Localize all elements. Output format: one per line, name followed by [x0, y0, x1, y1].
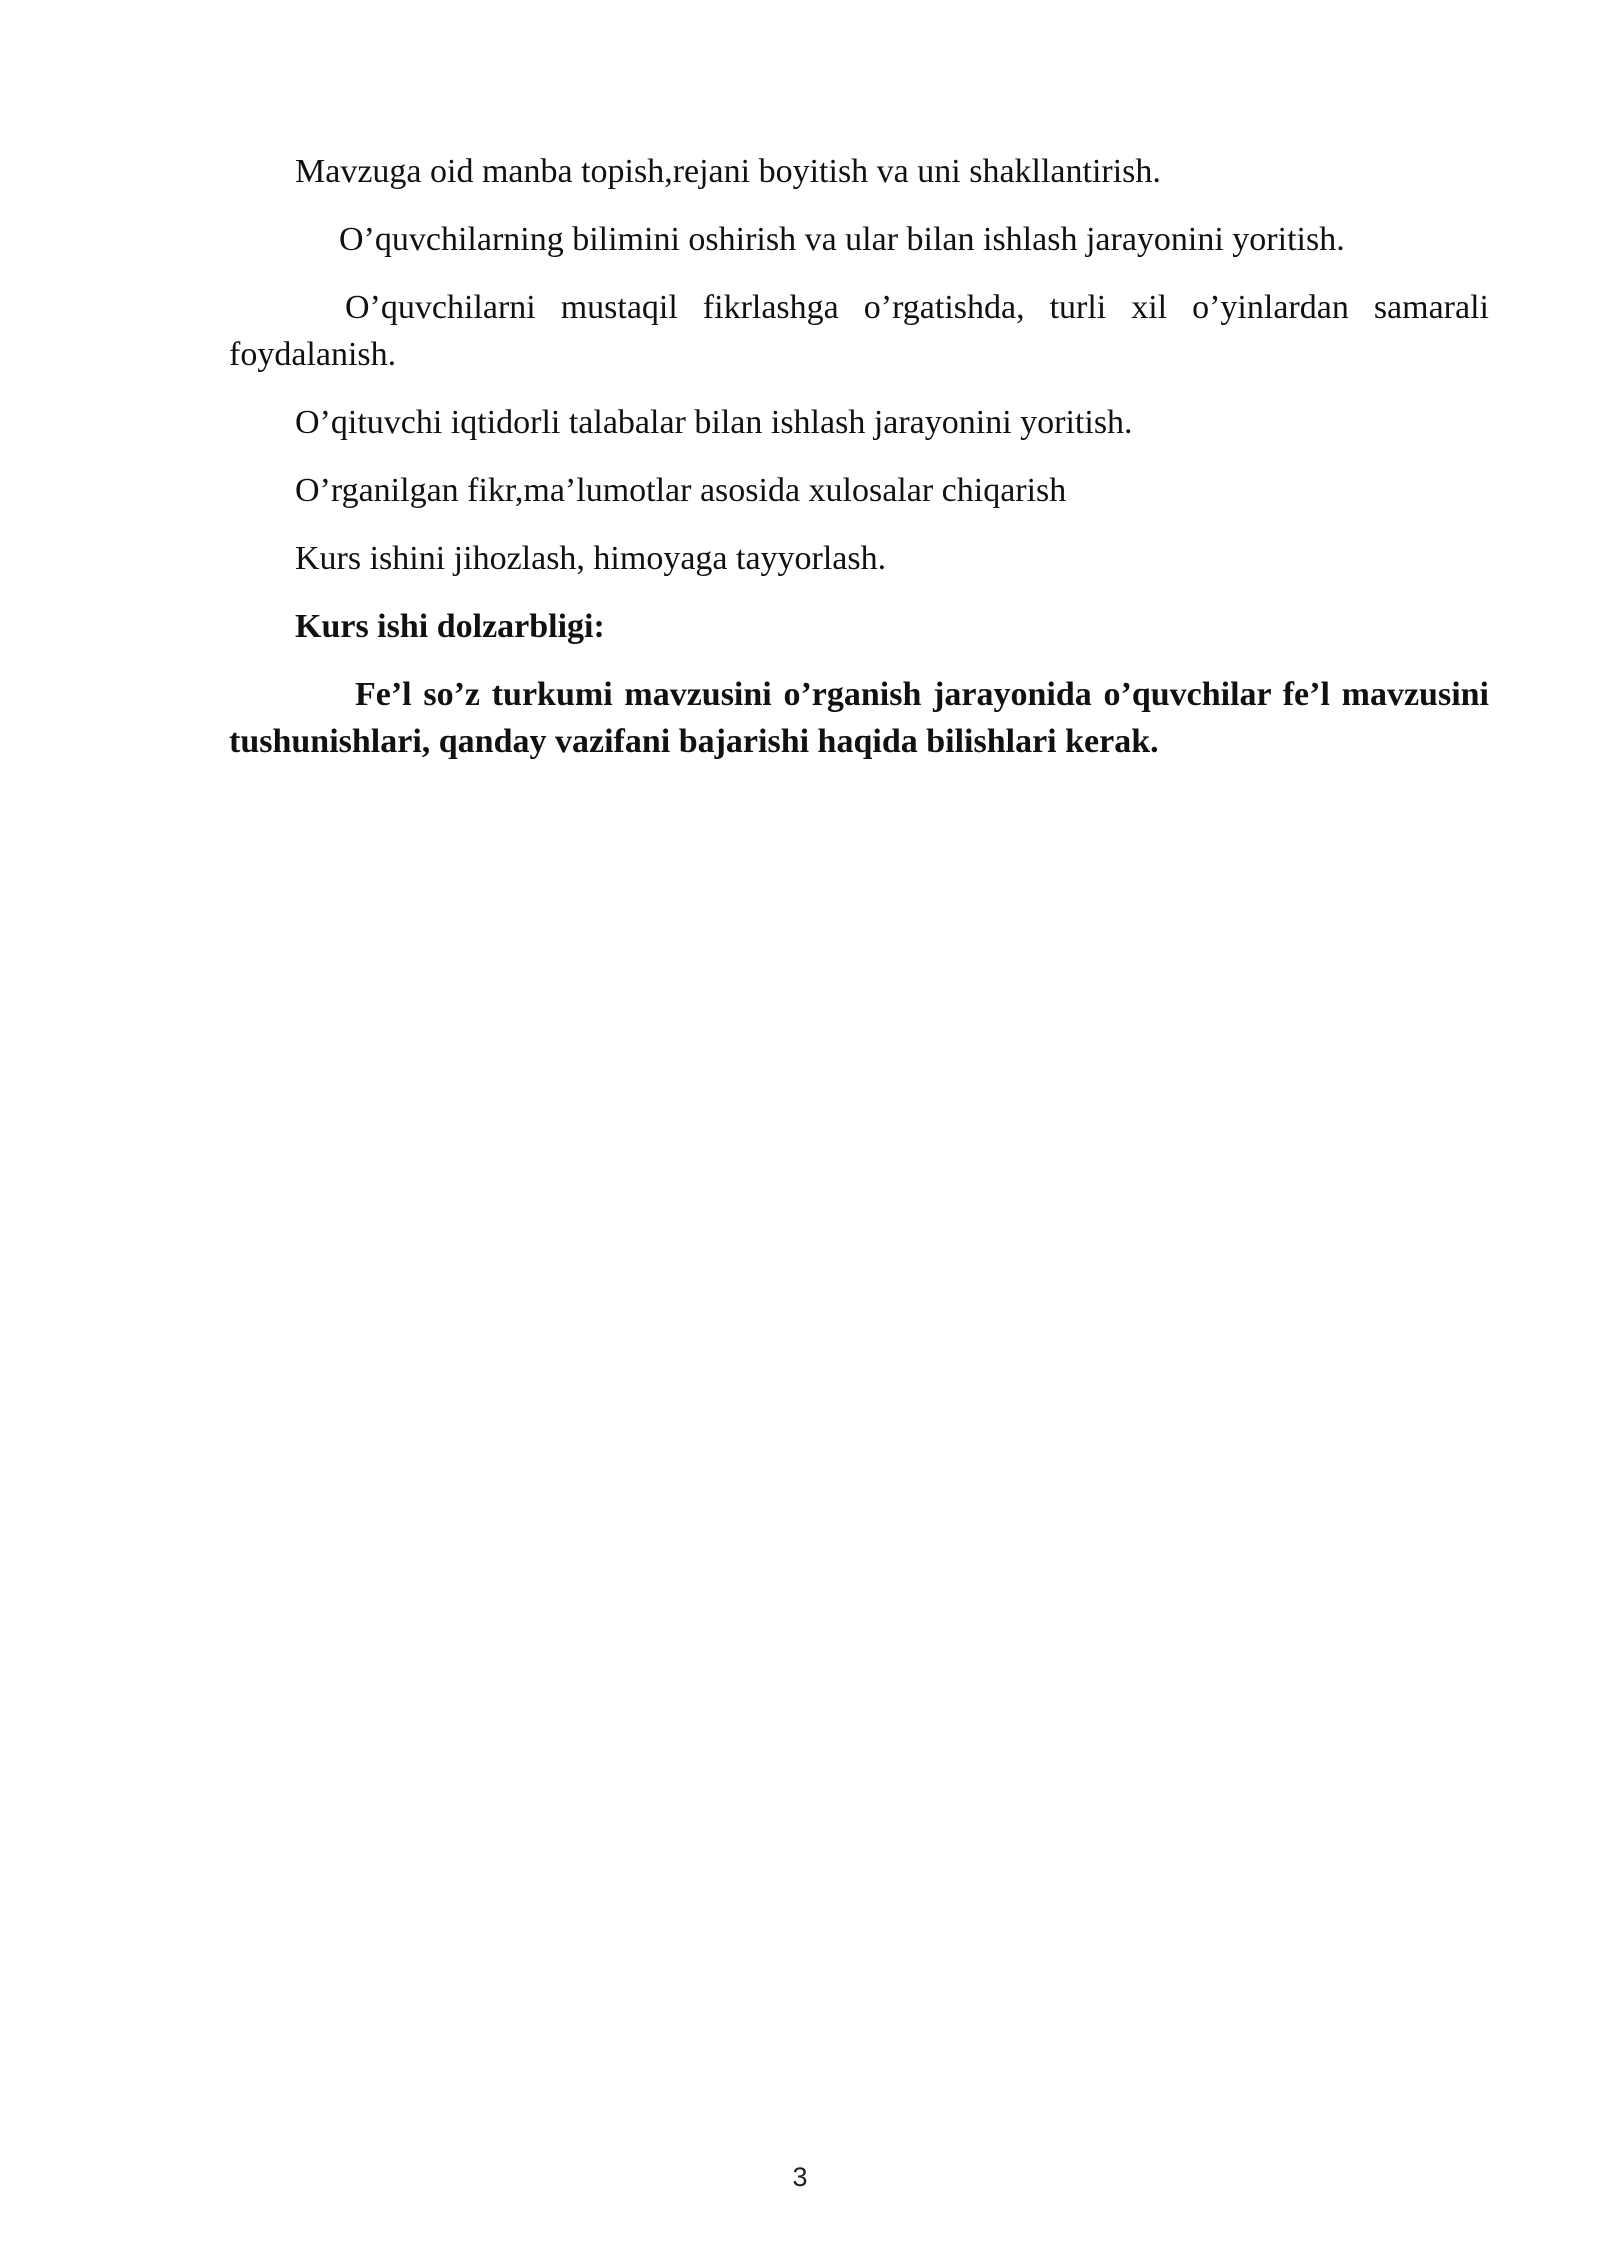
- paragraph-independent-thinking: O’quvchilarni mustaqil fikrlashga o’rgatishda, turli xil o’yinlardan samarali foydalanish.: [229, 289, 1489, 373]
- paragraph-student-knowledge: O’quvchilarning bilimini oshirish va ular bilan ishlash jarayonini yoritish.: [339, 221, 1345, 258]
- page-number: 3: [792, 2162, 808, 2192]
- paragraph-course-work-prep: Kurs ishini jihozlash, himoyaga tayyorlash.: [295, 540, 887, 577]
- paragraph-sources: Mavzuga oid manba topish,rejani boyitish va uni shakllantirish.: [295, 153, 1161, 190]
- section-body-relevance: Fe’l so’z turkumi mavzusini o’rganish jarayonida o’quvchilar fe’l mavzusini tushunishlari, qanday vazifani bajarishi haqida bilishlari kerak.: [229, 676, 1489, 760]
- document-body: [229, 148, 1489, 786]
- paragraph-gifted-students: O’qituvchi iqtidorli talabalar bilan ishlash jarayonini yoritish.: [295, 404, 1133, 441]
- section-heading-relevance: Kurs ishi dolzarbligi:: [295, 608, 605, 645]
- paragraph-conclusions: O’rganilgan fikr,ma’lumotlar asosida xulosalar chiqarish: [295, 472, 1067, 509]
